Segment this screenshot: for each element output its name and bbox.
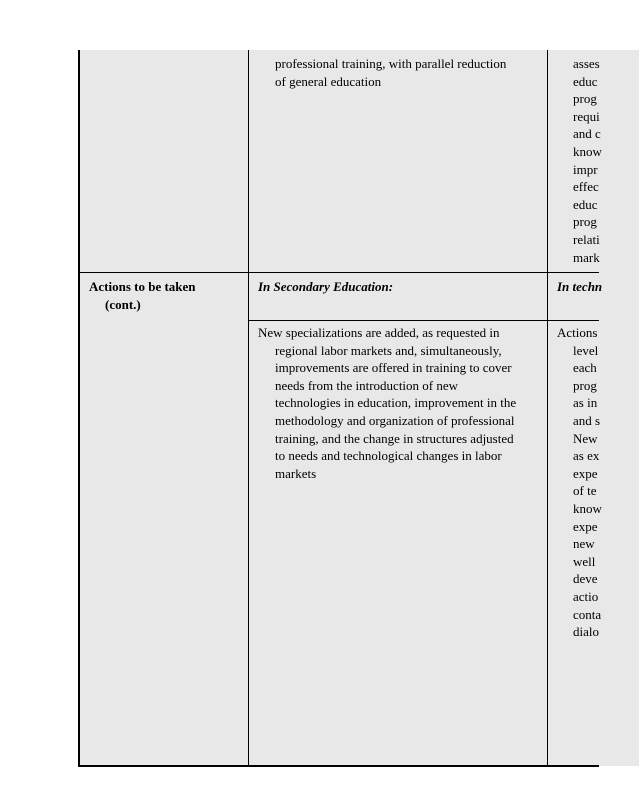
text-line: each (573, 360, 597, 376)
row-divider (78, 272, 599, 273)
text-line: mark (573, 249, 600, 265)
text-line: training, and the change in structures adjusted (275, 430, 514, 446)
top-row-col2-text (275, 55, 541, 90)
text-line: and c (573, 126, 601, 142)
text-line: as ex (573, 448, 600, 464)
text-line: asses (573, 56, 600, 71)
column-divider-2 (547, 50, 548, 767)
text-line: and s (573, 412, 601, 428)
text-line: markets (275, 465, 317, 481)
text-line: New specializations are added, as requested in (258, 325, 500, 340)
text-line: prog (573, 377, 597, 393)
text-line: methodology and organization of professional (275, 412, 515, 428)
text-line: of te (573, 483, 597, 499)
text-line: Actions (557, 325, 598, 340)
text-line: expe (573, 465, 598, 481)
text-line: needs from the introduction of new (275, 377, 459, 393)
text-line: well (573, 553, 596, 569)
text-line: actio (573, 588, 599, 604)
table-left-border (78, 50, 80, 767)
technical-education-actions (557, 324, 602, 654)
top-row-col3-text (573, 55, 602, 267)
heading-text: In Secondary Education: (258, 279, 394, 294)
text-line: dialo (573, 624, 599, 640)
secondary-education-heading (258, 278, 543, 296)
row-label-line1: Actions to be taken (89, 279, 196, 294)
text-line: educ (573, 196, 598, 212)
text-line: impr (573, 161, 598, 177)
text-line: of general education (275, 73, 382, 89)
text-line: regional labor markets and, simultaneously, (275, 342, 502, 358)
text-line: educ (573, 73, 598, 89)
column-divider-1 (248, 50, 249, 767)
text-line: prog (573, 214, 597, 230)
text-line: expe (573, 518, 598, 534)
text-line: to needs and technological changes in labor (275, 448, 502, 464)
text-line: new (573, 536, 595, 552)
row-label-line2: (cont.) (105, 296, 141, 312)
text-line: effec (573, 179, 599, 195)
heading-text: In techn (557, 279, 603, 294)
row-label-actions (89, 278, 244, 313)
text-line: level (573, 342, 599, 358)
text-line: prog (573, 91, 597, 107)
text-line: as in (573, 395, 598, 411)
text-line: technologies in education, improvement in the (275, 395, 517, 411)
text-line: requi (573, 108, 600, 124)
secondary-education-actions (258, 324, 543, 482)
text-line: improvements are offered in training to cover (275, 360, 512, 376)
text-line: deve (573, 571, 598, 587)
text-line: know (573, 143, 602, 159)
text-line: relati (573, 231, 600, 247)
text-line: know (573, 500, 602, 516)
text-line: New (573, 430, 598, 446)
technical-education-heading (557, 278, 603, 298)
table-bottom-border (78, 765, 599, 767)
text-line: conta (573, 606, 602, 622)
subheader-divider (248, 320, 599, 321)
text-line: professional training, with parallel reduction (275, 56, 507, 71)
